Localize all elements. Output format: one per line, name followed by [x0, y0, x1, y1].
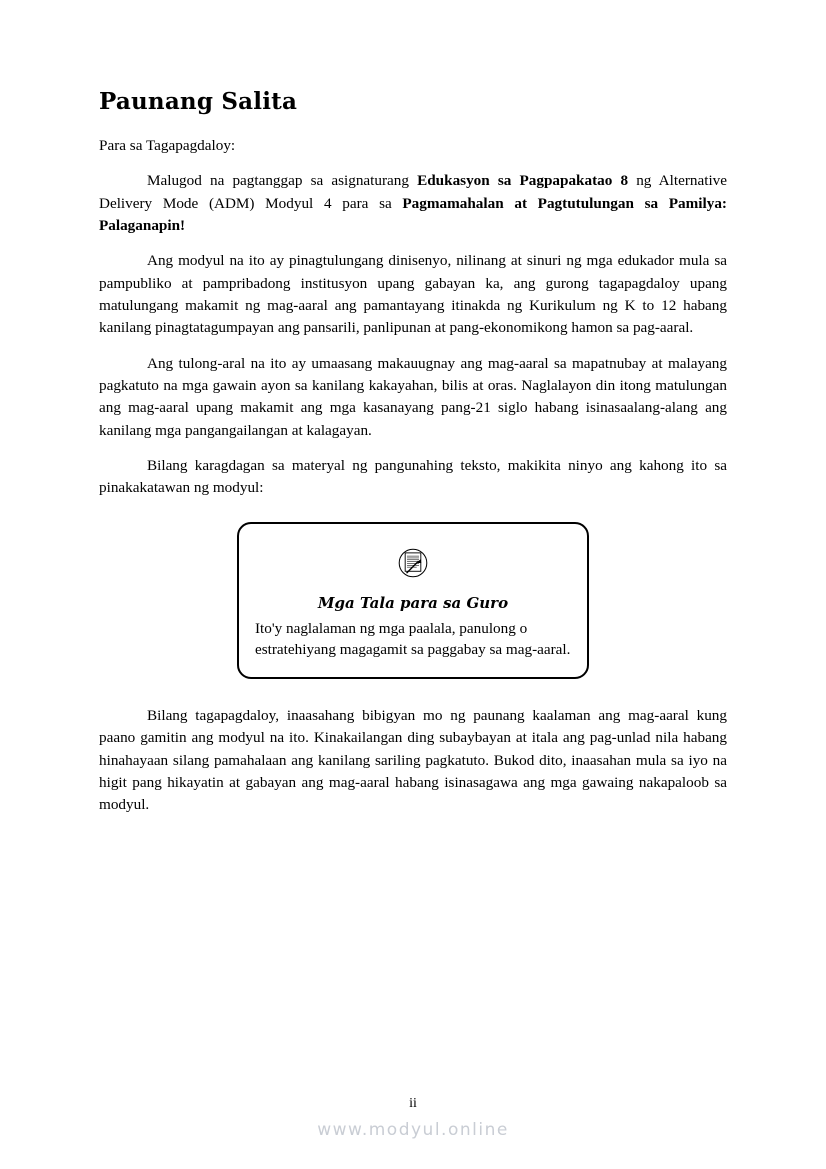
page-content [99, 88, 727, 830]
teacher-note-box [237, 522, 589, 679]
subject-name: Edukasyon sa Pagpapakatao 8 [417, 172, 629, 190]
paragraph-closing: Bilang tagapagdaloy, inaasahang bibigyan mo ng paunang kaalaman ang mag-aaral kung paano gamitin ang modyul na ito. Kinakailangan ding subaybayan at itala ang pag-unlad nila habang hinahayaan silang pamahalaan ang kanilang sariling pagkatuto. Bukod dito, inaasahan mula sa iyo na higit pang hikayatin at gabayan ang mag-aaral habang isinasagawa ang mga gawaing nakapaloob sa modyul. [99, 706, 727, 814]
welcome-text-1: Malugod na pagtanggap sa asignaturang [147, 172, 418, 190]
audience-line: Para sa Tagapagdaloy: [99, 137, 236, 154]
module-title: Pagmamahalan at Pagtutulungan sa Pamilya: Palaganapin! [99, 194, 727, 235]
watermark: www.modyul.online [317, 1120, 509, 1140]
paragraph-box-intro: Bilang karagdagan sa materyal ng pangunahing teksto, makikita ninyo ang kahong ito sa pinakakatawan ng modyul: [99, 457, 727, 497]
paragraph-support: Ang tulong-aral na ito ay umaasang makauugnay ang mag-aaral sa mapatnubay at malayang pagkatuto na mga gawain ayon sa kanilang kakayahan, bilis at oras. Naglalayon din itong matulungan ang mag-aaral upang makamit ang mga kasanayang pang-21 siglo habang isinasaalang-alang ang kanilang mga pangangailangan at kalagayan. [99, 354, 727, 439]
note-box-heading: Mga Tala para sa Guro [317, 593, 509, 612]
page-title: Paunang Salita [99, 88, 298, 115]
paragraph-welcome [99, 170, 727, 237]
page-number: ii [409, 1096, 417, 1111]
paragraph-design: Ang modyul na ito ay pinagtulungang dinisenyo, nilinang at sinuri ng mga edukador mula sa pampubliko at pampribadong institusyon upang gabayan ka, ang gurong tagapagdaloy upang matulungang makamit ng mag-aaral ang pamantayang itinakda ng Kurikulum ng K to 12 habang kanilang pinagtatagumpayan ang pansarili, panlipunan at pang-ekonomikong hamon sa pag-aaral. [99, 252, 727, 337]
notebook-pencil-icon [390, 540, 436, 586]
welcome-text-2: ng Alternative Delivery Mode (ADM) Modyul 4 para sa [99, 172, 727, 212]
note-box-body: Ito'y naglalaman ng mga paalala, panulong o estratehiyang magagamit sa paggabay sa mag-aaral. [255, 619, 571, 659]
